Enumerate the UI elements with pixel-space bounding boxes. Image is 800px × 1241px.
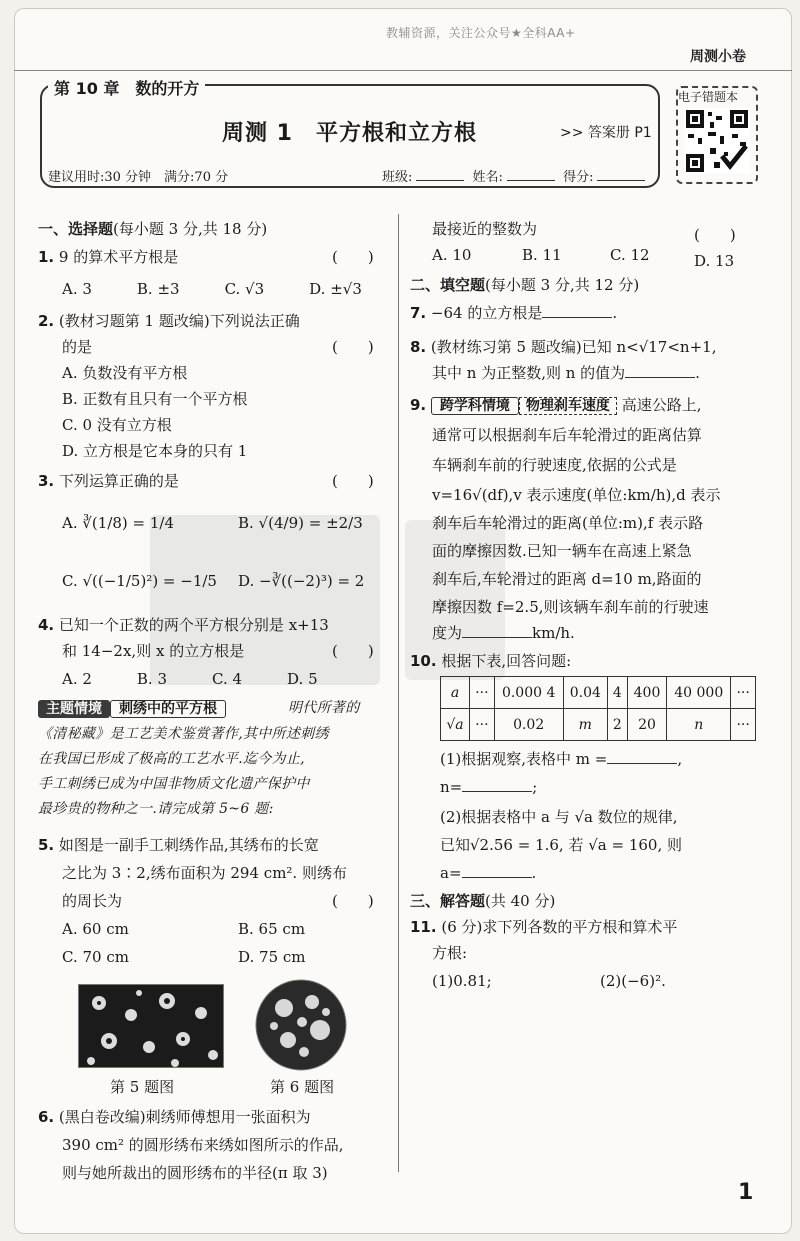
q6-option-a: A. 10	[432, 246, 472, 264]
q5-answer-paren[interactable]: ( )	[332, 892, 374, 910]
section-3-note: (共 40 分)	[485, 892, 556, 910]
question-7: 7. −64 的立方根是 .	[410, 304, 618, 322]
q3-option-c: C. √((−1/5)²) = −1/5	[62, 572, 217, 590]
meta-info: 建议用时:30 分钟 满分:70 分	[48, 170, 229, 185]
question-1	[38, 242, 178, 272]
q3-text: 下列运算正确的是	[58, 472, 179, 490]
q7-text: −64 的立方根是	[430, 304, 543, 322]
name-input[interactable]	[507, 169, 555, 181]
q5-number: 5.	[38, 836, 55, 854]
q2-answer-paren[interactable]: ( )	[332, 338, 374, 356]
q7-answer-blank[interactable]	[542, 304, 612, 318]
q2-option-a: A. 负数没有平方根	[62, 364, 188, 382]
q4-answer-paren[interactable]: ( )	[332, 642, 374, 660]
theme-para-4: 手工刺绣已成为中国非物质文化遗产保护中	[38, 776, 310, 792]
table-cell: 4	[607, 677, 627, 709]
q10-m-blank[interactable]	[607, 750, 677, 764]
answer-link[interactable]: >> 答案册 P1	[560, 125, 652, 141]
theme-para-3: 在我国已形成了极高的工艺水平.迄今为止,	[38, 751, 305, 767]
q8-text-cont-label: 其中 n 为正整数,则 n 的值为	[432, 364, 626, 382]
q3-answer-paren[interactable]: ( )	[332, 472, 374, 490]
q10-part-1-text: (1)根据观察,表格中 m =	[440, 750, 608, 768]
q9-line-7: 刹车后,车轮滑过的距离 d=10 m,路面的	[432, 570, 702, 588]
qr-code-icon[interactable]	[684, 108, 750, 174]
q2-option-b: B. 正数有且只有一个平方根	[62, 390, 248, 408]
table-cell: 0.000 4	[494, 677, 563, 709]
q11-part-2: (2)(−6)².	[600, 972, 666, 990]
cross-tag-label: 跨学科情境	[431, 397, 519, 415]
question-9	[410, 390, 701, 421]
table-cell: √a	[441, 709, 470, 741]
table-cell: ···	[731, 677, 756, 709]
q1-options: A. 3 B. ±3 C. √3 D. ±√3	[62, 280, 362, 298]
q7-number: 7.	[410, 304, 427, 322]
q3-number: 3.	[38, 472, 55, 490]
table-cell: ···	[470, 677, 495, 709]
table-row	[441, 677, 756, 709]
table-cell: n	[667, 709, 731, 741]
section-1-title: 一、选择题	[38, 220, 114, 238]
q9-text: 高速公路上,	[621, 396, 702, 414]
q10-n-blank[interactable]	[462, 778, 532, 792]
q1-answer-paren[interactable]: ( )	[332, 248, 374, 266]
q2-text: (教材习题第 1 题改编)下列说法正确	[58, 312, 300, 330]
score-label: 得分:	[563, 170, 594, 185]
q10-part-2-a: a= .	[440, 864, 537, 882]
section-3-title: 三、解答题	[410, 892, 486, 910]
q5-option-b: B. 65 cm	[238, 920, 306, 938]
q2-option-d: D. 立方根是它本身的只有 1	[62, 442, 248, 460]
name-label: 姓名:	[472, 170, 503, 185]
q10-part-2: (2)根据表格中 a 与 √a 数位的规律,	[440, 808, 678, 826]
cross-tag-name: 物理刹车速度	[519, 397, 617, 415]
q5-text-cont: 之比为 3∶2,绣布面积为 294 cm². 则绣布	[62, 864, 347, 882]
table-cell: 2	[607, 709, 627, 741]
table-cell: 0.04	[563, 677, 607, 709]
table-row	[441, 709, 756, 741]
q6-number: 6.	[38, 1108, 55, 1126]
q11-number: 11.	[410, 918, 437, 936]
q10-a-label: a=	[440, 864, 462, 882]
q8-text-cont: 其中 n 为正整数,则 n 的值为 .	[432, 364, 700, 382]
q6-text-cont: 390 cm² 的圆形绣布来绣如图所示的作品,	[62, 1136, 344, 1154]
q9-unit: km/h.	[532, 624, 575, 642]
theme-tag	[38, 698, 226, 718]
q3-option-d: D. −∛((−2)³) = 2	[238, 572, 365, 590]
q6-option-b: B. 11	[522, 246, 562, 264]
table-cell: ···	[731, 709, 756, 741]
q5-option-a: A. 60 cm	[62, 920, 129, 938]
q9-line-3: 车辆刹车前的行驶速度,依据的公式是	[432, 456, 677, 474]
q5-text: 如图是一副手工刺绣作品,其绣布的长宽	[58, 836, 319, 854]
theme-tag-label: 主题情境	[38, 700, 110, 718]
page-title: 周测 1 平方根和立方根	[222, 121, 477, 146]
q11-text: (6 分)求下列各数的平方根和算术平	[441, 918, 678, 936]
q8-number: 8.	[410, 338, 427, 356]
q5-text-cont-2: 的周长为	[62, 892, 123, 910]
q10-part-1: (1)根据观察,表格中 m = ,	[440, 750, 683, 768]
q6-text: (黑白卷改编)刺绣师傅想用一张面积为	[58, 1108, 311, 1126]
q10-n-label: n=	[440, 778, 463, 796]
theme-tag-name: 刺绣中的平方根	[110, 700, 226, 718]
q11-part-1: (1)0.81;	[432, 972, 492, 990]
q9-answer-blank[interactable]	[462, 624, 532, 638]
q6-option-c: C. 12	[610, 246, 650, 264]
q10-table	[440, 676, 756, 741]
q4-options: A. 2 B. 3 C. 4 D. 5	[62, 670, 318, 688]
q9-line-2: 通常可以根据刹车后车轮滑过的距离估算	[432, 426, 703, 444]
table-cell: 400	[627, 677, 666, 709]
q9-number: 9.	[410, 396, 427, 414]
table-cell: m	[563, 709, 607, 741]
q9-speed-label: 度为	[432, 624, 463, 642]
section-3-heading	[410, 890, 555, 911]
table-cell: 0.02	[494, 709, 563, 741]
q9-line-4: v=16√(df),v 表示速度(单位:km/h),d 表示	[432, 486, 721, 504]
column-divider	[398, 214, 399, 1172]
page-number: 1	[738, 1180, 754, 1205]
q10-text: 根据下表,回答问题:	[441, 652, 572, 670]
q4-text: 已知一个正数的两个平方根分别是 x+13	[58, 616, 329, 634]
q10-a-blank[interactable]	[462, 864, 532, 878]
q5-option-c: C. 70 cm	[62, 948, 129, 966]
fig6-caption: 第 6 题图	[270, 1078, 335, 1096]
top-rule	[14, 70, 792, 71]
score-input[interactable]	[597, 169, 645, 181]
q10-part-2-cont: 已知√2.56 = 1.6, 若 √a = 160, 则	[440, 836, 682, 854]
top-note: 教辅资源，关注公众号★全科AA+	[386, 26, 576, 40]
class-label: 班级:	[382, 170, 413, 185]
theme-para-5: 最珍贵的物种之一.请完成第 5~6 题:	[38, 801, 274, 817]
q11-text-cont: 方根:	[432, 944, 468, 962]
q9-line-9	[432, 618, 575, 648]
q2-number: 2.	[38, 312, 55, 330]
theme-para-1: 明代所著的	[288, 700, 360, 716]
embroidery-circle-image	[254, 978, 348, 1072]
question-5	[38, 830, 319, 860]
q6-text-cont-2: 则与她所裁出的圆形绣布的半径(π 取 3)	[62, 1164, 328, 1182]
q6-answer-paren[interactable]: ( )	[694, 226, 736, 244]
theme-para-2: 《清秘藏》是工艺美术鉴赏著作,其中所述刺绣	[38, 726, 329, 742]
q8-answer-blank[interactable]	[625, 364, 695, 378]
table-cell: 20	[627, 709, 666, 741]
q9-line-6: 面的摩擦因数.已知一辆车在高速上紧急	[432, 542, 692, 560]
student-fields	[382, 166, 649, 185]
q5-option-d: D. 75 cm	[238, 948, 306, 966]
class-input[interactable]	[416, 169, 464, 181]
embroidery-rectangle-image	[78, 984, 224, 1068]
qr-label: 电子错题本	[678, 90, 739, 104]
q10-part-1-n: n= ;	[440, 778, 538, 796]
chapter-label: 第 10 章 数的开方	[48, 76, 205, 99]
question-10	[410, 646, 571, 676]
table-cell: a	[441, 677, 470, 709]
section-2-note: (每小题 3 分,共 12 分)	[485, 276, 640, 294]
q6-option-d: D. 13	[694, 252, 735, 270]
section-2-heading	[410, 274, 639, 295]
q9-line-5: 刹车后车轮滑过的距离(单位:m),f 表示路	[432, 514, 704, 532]
table-cell: 40 000	[667, 677, 731, 709]
q3-option-b: B. √(4/9) = ±2/3	[238, 514, 363, 532]
q2-text-cont: 的是	[62, 338, 93, 356]
q1-text: 9 的算术平方根是	[58, 248, 179, 266]
question-6	[38, 1102, 311, 1132]
corner-tag: 周测小卷	[690, 49, 746, 65]
q9-line-8: 摩擦因数 f=2.5,则该辆车刹车前的行驶速	[432, 598, 709, 616]
table-cell: ···	[470, 709, 495, 741]
q3-option-a: A. ∛(1/8) = 1/4	[62, 514, 175, 532]
q4-number: 4.	[38, 616, 55, 634]
q2-option-c: C. 0 没有立方根	[62, 416, 172, 434]
q1-number: 1.	[38, 248, 55, 266]
question-3	[38, 466, 179, 496]
q8-text: (教材练习第 5 题改编)已知 n<√17<n+1,	[430, 338, 717, 356]
section-1-heading	[38, 218, 267, 239]
q6-text-cont-3: 最接近的整数为	[432, 220, 538, 238]
section-2-title: 二、填空题	[410, 276, 486, 294]
q10-number: 10.	[410, 652, 437, 670]
fig5-caption: 第 5 题图	[110, 1078, 175, 1096]
section-1-note: (每小题 3 分,共 18 分)	[113, 220, 268, 238]
q4-text-cont: 和 14−2x,则 x 的立方根是	[62, 642, 245, 660]
